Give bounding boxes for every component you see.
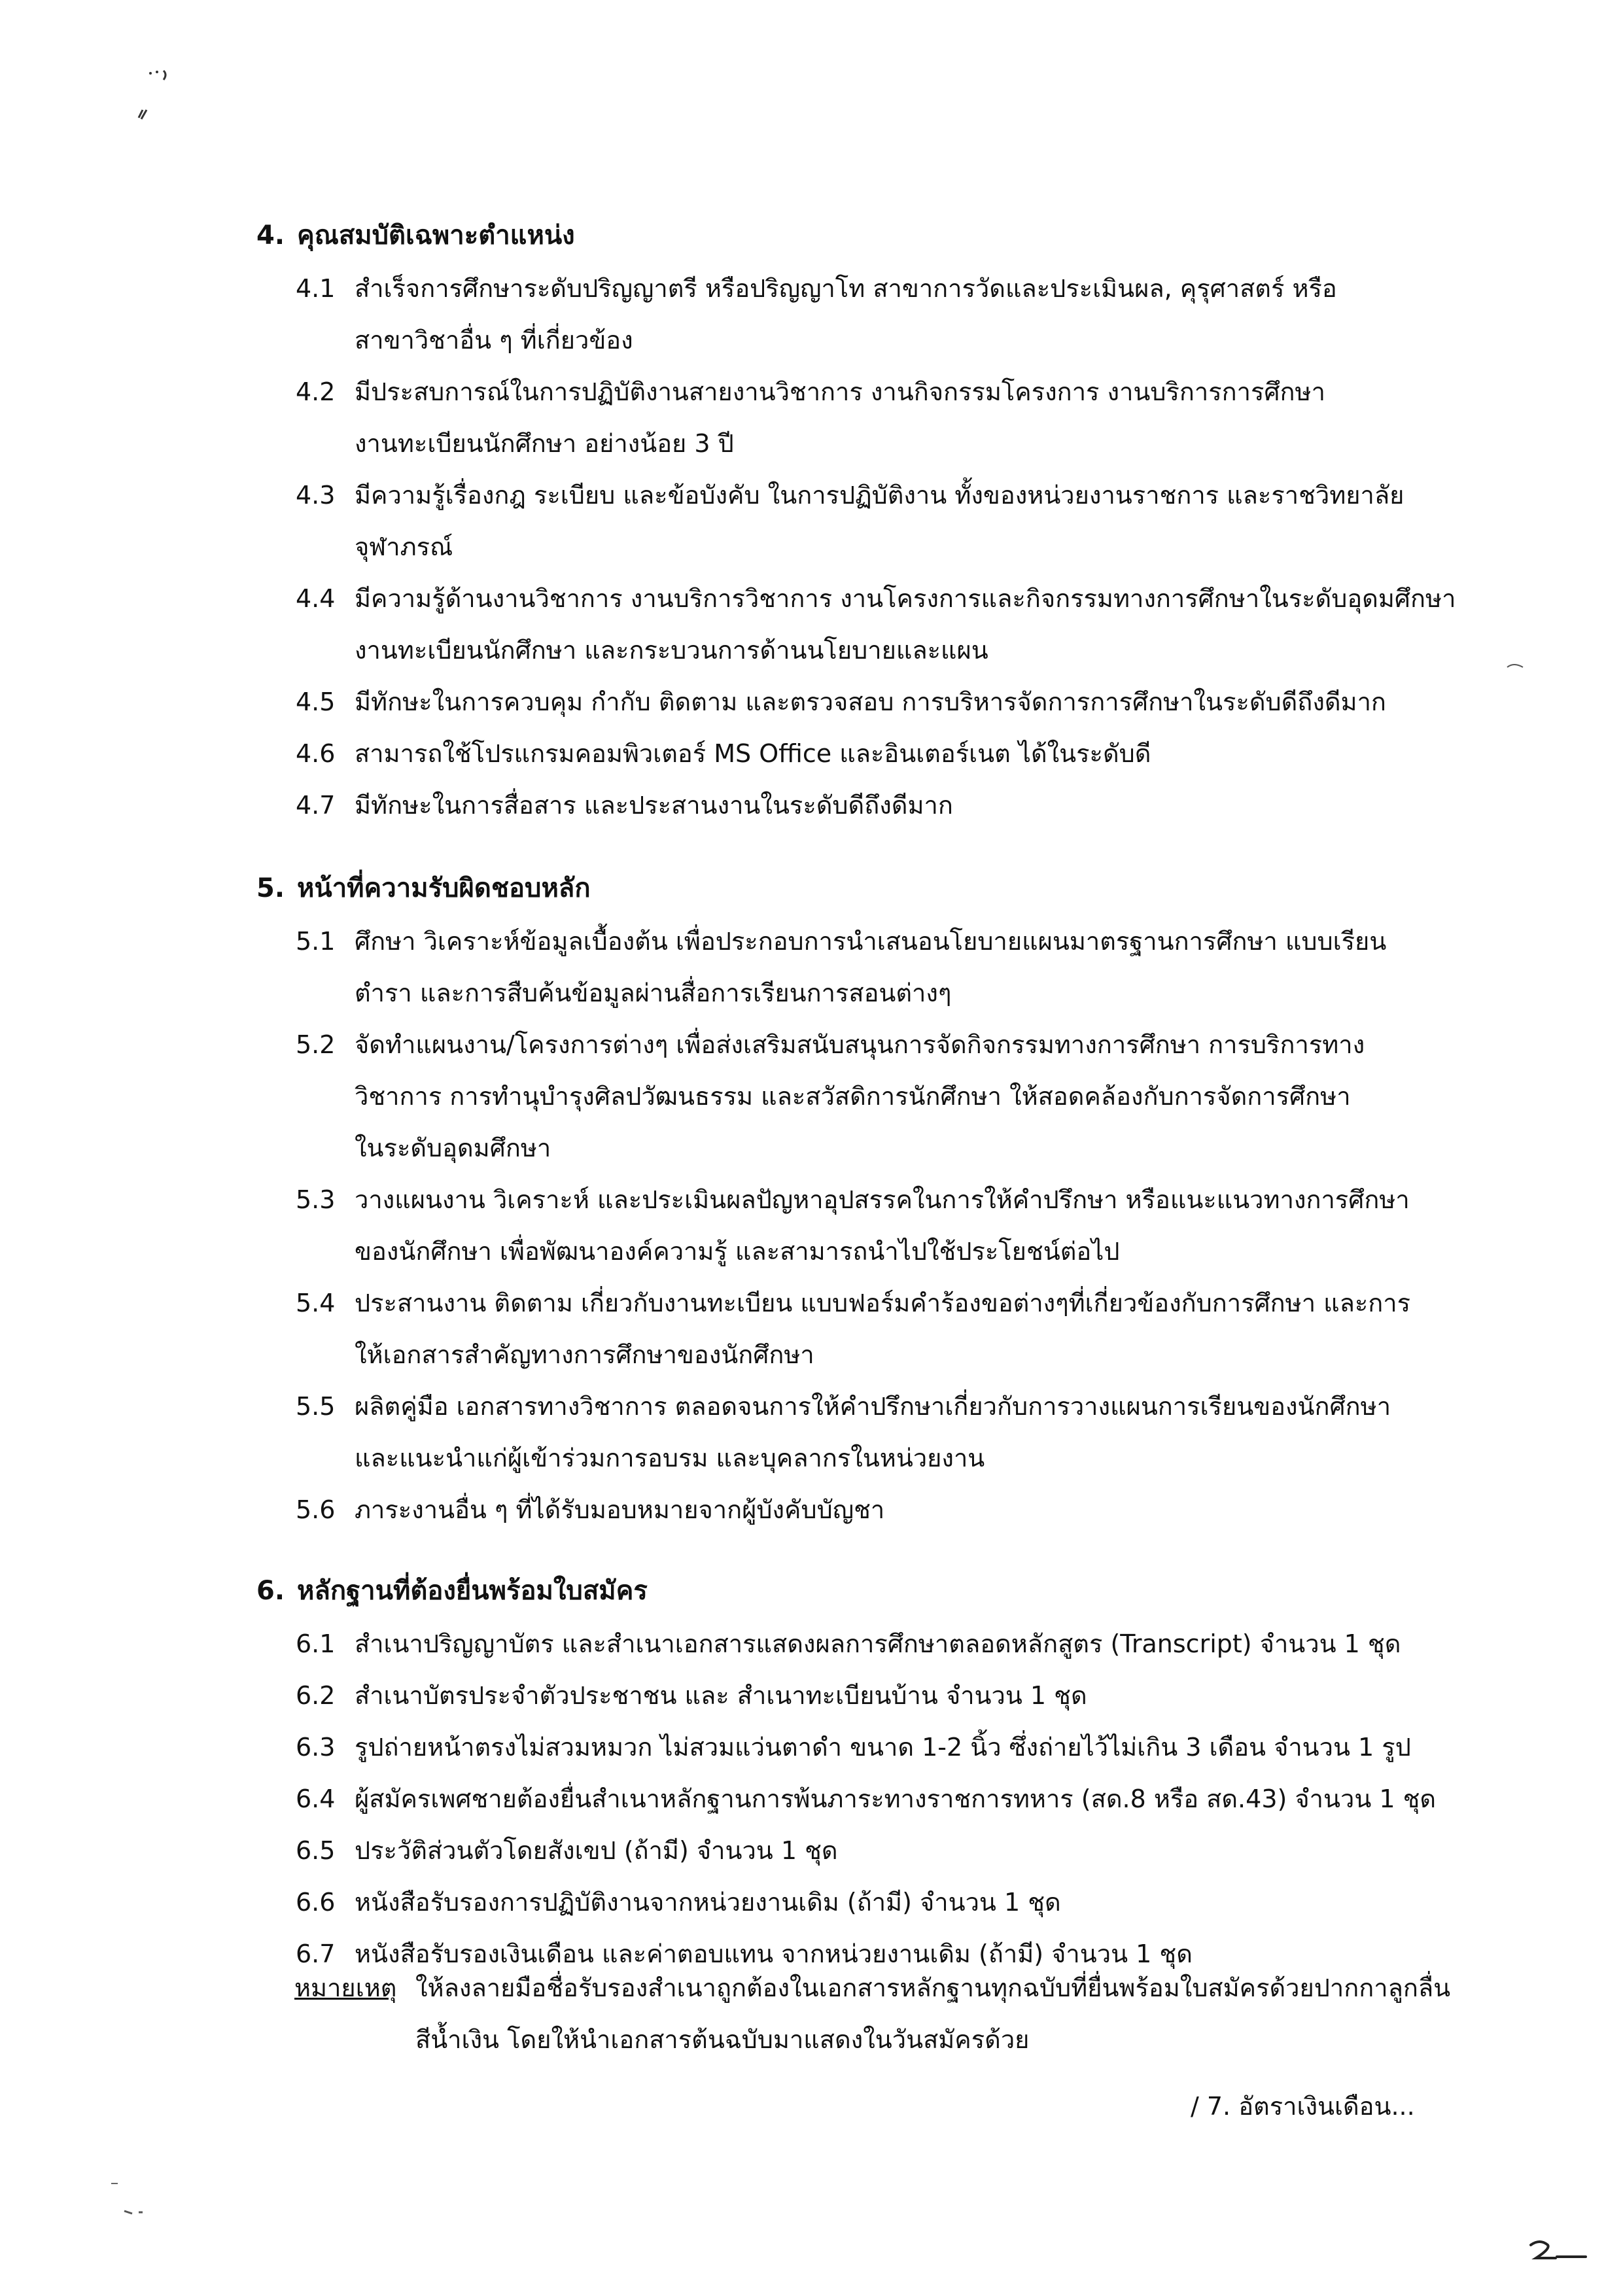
item-text: ประสานงาน ติดตาม เกี่ยวกับงานทะเบียน แบบฟอร์มคำร้องขอต่างๆที่เกี่ยวข้องกับการศึกษา และการ (355, 1289, 1411, 1317)
item-number: 5.2 (296, 1030, 336, 1059)
list-item (256, 1618, 1434, 1670)
list-item (256, 1722, 1434, 1773)
item-text: ของนักศึกษา เพื่อพัฒนาองค์ความรู้ และสามารถนำไปใช้ประโยชน์ต่อไป (355, 1237, 1120, 1266)
item-text: ในระดับอุดมศึกษา (355, 1134, 551, 1162)
scan-speck-mark (98, 2178, 170, 2231)
item-number: 6.1 (296, 1629, 336, 1658)
item-text: สำเนาปริญญาบัตร และสำเนาเอกสารแสดงผลการศึกษาตลอดหลักสูตร (Transcript) จำนวน 1 ชุด (355, 1629, 1401, 1658)
section-heading (256, 208, 1434, 263)
item-number: 4.4 (296, 584, 336, 613)
remark-text: ให้ลงลายมือชื่อรับรองสำเนาถูกต้องในเอกสารหลักฐานทุกฉบับที่ยื่นพร้อมใบสมัครด้วยปากกาลูกลื่น (415, 1974, 1451, 2002)
list-item (256, 366, 1434, 470)
item-number: 5.5 (296, 1392, 336, 1421)
item-text: หนังสือรับรองเงินเดือน และค่าตอบแทน จากหน่วยงานเดิม (ถ้ามี) จำนวน 1 ชุด (355, 1939, 1193, 1968)
list-item (256, 1877, 1434, 1928)
section-number: 6. (256, 1576, 285, 1606)
section-title: หลักฐานที่ต้องยื่นพร้อมใบสมัคร (297, 1576, 648, 1606)
item-number: 4.3 (296, 481, 336, 510)
item-text: วิชาการ การทำนุบำรุงศิลปวัฒนธรรม และสวัสดิการนักศึกษา ให้สอดคล้องกับการจัดการศึกษา (355, 1082, 1351, 1111)
item-text: สำเนาบัตรประจำตัวประชาชน และ สำเนาทะเบียนบ้าน จำนวน 1 ชุด (355, 1681, 1087, 1710)
list-item (256, 1484, 1434, 1536)
section-number: 4. (256, 220, 285, 251)
scan-speck-mark (1505, 661, 1531, 671)
item-number: 4.7 (296, 791, 336, 820)
scan-speck-mark (124, 65, 177, 131)
section-qualifications (256, 208, 1456, 831)
item-number: 6.7 (296, 1939, 336, 1968)
item-number: 4.5 (296, 687, 336, 716)
item-text: ผู้สมัครเพศชายต้องยื่นสำเนาหลักฐานการพ้นภาระทางราชการทหาร (สด.8 หรือ สด.43) จำนวน 1 ชุด (355, 1784, 1437, 1813)
list-item (256, 728, 1434, 780)
item-number: 4.6 (296, 739, 336, 768)
continuation-footer: / 7. อัตราเงินเดือน... (1191, 2092, 1415, 2121)
list-item (256, 780, 1434, 831)
list-item (256, 1381, 1434, 1484)
item-text: รูปถ่ายหน้าตรงไม่สวมหมวก ไม่สวมแว่นตาดำ ขนาด 1-2 นิ้ว ซึ่งถ่ายไว้ไม่เกิน 3 เดือน จำนวน 1 รูป (355, 1733, 1411, 1762)
item-text: สาขาวิชาอื่น ๆ ที่เกี่ยวข้อง (355, 326, 633, 355)
item-text: วางแผนงาน วิเคราะห์ และประเมินผลปัญหาอุปสรรคในการให้คำปรึกษา หรือแนะแนวทางการศึกษา (355, 1185, 1410, 1214)
item-number: 5.1 (296, 927, 336, 956)
item-number: 4.1 (296, 274, 336, 303)
item-text: ตำรา และการสืบค้นข้อมูลผ่านสื่อการเรียนการสอนต่างๆ (355, 979, 952, 1007)
section-number: 5. (256, 873, 285, 903)
section-heading (256, 1563, 1434, 1618)
item-number: 4.2 (296, 377, 336, 406)
item-text: ศึกษา วิเคราะห์ข้อมูลเบื้องต้น เพื่อประกอบการนำเสนอนโยบายแผนมาตรฐานการศึกษา แบบเรียน (355, 927, 1387, 956)
list-item (256, 263, 1434, 366)
list-item (256, 573, 1456, 676)
list-item (256, 1670, 1434, 1722)
list-item (256, 916, 1434, 1019)
item-number: 6.2 (296, 1681, 336, 1710)
list-item (256, 1278, 1434, 1381)
item-text: ผลิตคู่มือ เอกสารทางวิชาการ ตลอดจนการให้คำปรึกษาเกี่ยวกับการวางแผนการเรียนของนักศึกษา (355, 1392, 1391, 1421)
item-text: มีความรู้เรื่องกฎ ระเบียบ และข้อบังคับ ในการปฏิบัติงาน ทั้งของหน่วยงานราชการ และราชวิทยาลัย (355, 481, 1405, 510)
item-text: และแนะนำแก่ผู้เข้าร่วมการอบรม และบุคลากรในหน่วยงาน (355, 1444, 985, 1472)
item-text: มีความรู้ด้านงานวิชาการ งานบริการวิชาการ งานโครงการและกิจกรรมทางการศึกษาในระดับอุดมศึกษา (355, 584, 1456, 613)
item-number: 6.3 (296, 1733, 336, 1762)
list-item (256, 676, 1434, 728)
list-item (256, 1825, 1434, 1877)
section-heading (256, 861, 1434, 916)
remark-text: สีน้ำเงิน โดยให้นำเอกสารต้นฉบับมาแสดงในวันสมัครด้วย (415, 2025, 1030, 2054)
item-text: หนังสือรับรองการปฏิบัติงานจากหน่วยงานเดิม (ถ้ามี) จำนวน 1 ชุด (355, 1888, 1061, 1917)
item-text: สามารถใช้โปรแกรมคอมพิวเตอร์ MS Office และอินเตอร์เนต ได้ในระดับดี (355, 739, 1151, 768)
item-number: 6.5 (296, 1836, 336, 1865)
list-item (256, 1019, 1434, 1174)
handwritten-page-number (1524, 2237, 1590, 2263)
item-number: 5.3 (296, 1185, 336, 1214)
item-number: 5.6 (296, 1495, 336, 1524)
item-text: ให้เอกสารสำคัญทางการศึกษาของนักศึกษา (355, 1340, 814, 1369)
section-responsibilities (256, 861, 1434, 1536)
section-title: หน้าที่ความรับผิดชอบหลัก (297, 873, 591, 903)
list-item (256, 470, 1434, 573)
remark-label: หมายเหตุ (294, 1974, 397, 2002)
item-number: 6.6 (296, 1888, 336, 1917)
item-number: 6.4 (296, 1784, 336, 1813)
list-item (256, 1174, 1434, 1278)
item-text: มีประสบการณ์ในการปฏิบัติงานสายงานวิชาการ งานกิจกรรมโครงการ งานบริการการศึกษา (355, 377, 1325, 406)
item-text: งานทะเบียนนักศึกษา อย่างน้อย 3 ปี (355, 429, 734, 458)
item-text: มีทักษะในการควบคุม กำกับ ติดตาม และตรวจสอบ การบริหารจัดการการศึกษาในระดับดีถึงดีมาก (355, 687, 1386, 716)
item-text: ภาระงานอื่น ๆ ที่ได้รับมอบหมายจากผู้บังคับบัญชา (355, 1495, 885, 1524)
section-title: คุณสมบัติเฉพาะตำแหน่ง (297, 220, 575, 251)
item-text: งานทะเบียนนักศึกษา และกระบวนการด้านนโยบายและแผน (355, 636, 988, 665)
remark-note (294, 1962, 1472, 2066)
item-text: จุฬาภรณ์ (355, 532, 453, 561)
item-text: สำเร็จการศึกษาระดับปริญญาตรี หรือปริญญาโท สาขาการวัดและประเมินผล, คุรุศาสตร์ หรือ (355, 274, 1337, 303)
item-number: 5.4 (296, 1289, 336, 1317)
list-item (256, 1773, 1437, 1825)
section-required-documents (256, 1563, 1437, 1980)
item-text: ประวัติส่วนตัวโดยสังเขป (ถ้ามี) จำนวน 1 ชุด (355, 1836, 838, 1865)
item-text: มีทักษะในการสื่อสาร และประสานงานในระดับดีถึงดีมาก (355, 791, 953, 820)
item-text: จัดทำแผนงาน/โครงการต่างๆ เพื่อส่งเสริมสนับสนุนการจัดกิจกรรมทางการศึกษา การบริการทาง (355, 1030, 1365, 1059)
